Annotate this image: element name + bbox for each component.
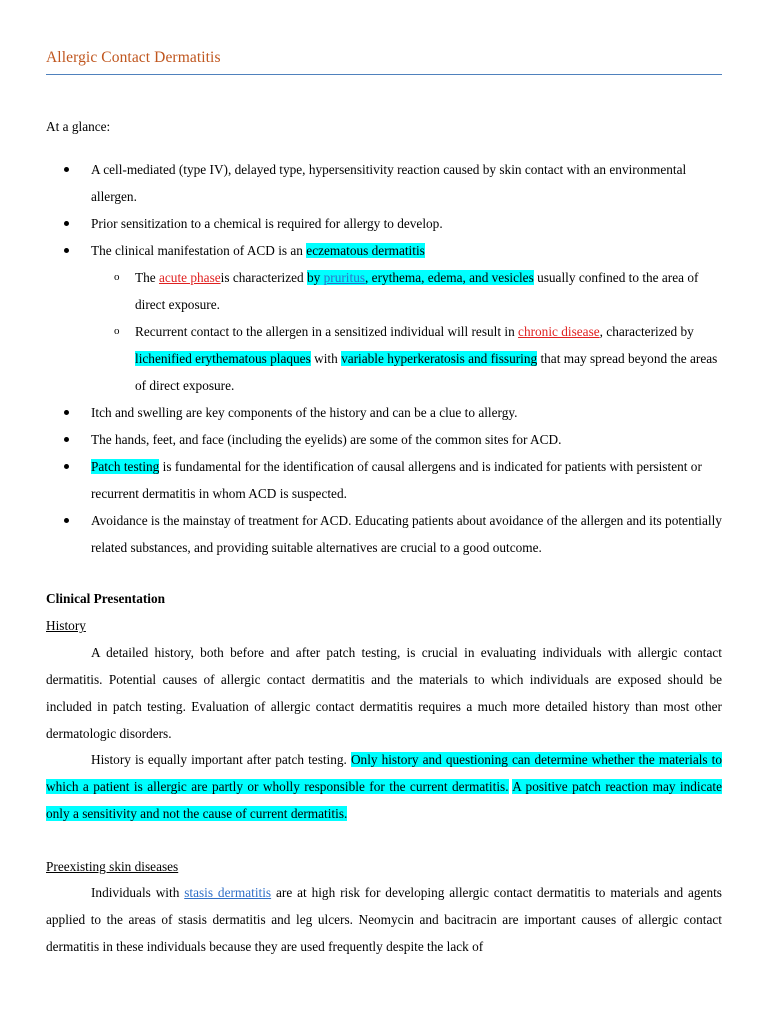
- bullet-text: is characterized: [220, 270, 308, 285]
- bullet-dot-icon: [64, 464, 69, 469]
- title-underline: [46, 74, 722, 75]
- bullet-text: Avoidance is the mainstay of treatment for ACD. Educating patients about avoidance of the allergen and its potentially related substances, and providing suitable alternatives are crucial to a good outcome.: [91, 513, 722, 555]
- bullet-dot-icon: [64, 221, 69, 226]
- bullet-text: is fundamental for the identification of causal allergens and is indicated for patients with persistent or recurrent dermatitis in whom ACD is suspected.: [91, 459, 702, 501]
- bullet-dot-icon: [64, 518, 69, 523]
- paragraph-text: A detailed history, both before and after patch testing, is crucial in evaluating individuals with allergic contact dermatitis. Potential causes of allergic contact dermatitis and the materials to which individuals are exposed should be included in patch testing. Evaluation of allergic contact dermatitis requires a much more detailed history than most other dermatologic disorders.: [46, 645, 722, 741]
- history-heading: History: [46, 618, 86, 633]
- bullet-item: [91, 399, 723, 426]
- highlighted-text: lichenified erythematous plaques: [135, 351, 311, 366]
- bullet-text: The clinical manifestation of ACD is an: [91, 243, 307, 258]
- bullet-text: Prior sensitization to a chemical is required for allergy to develop.: [91, 216, 443, 231]
- bullet-item: [91, 453, 723, 507]
- history-paragraph: [46, 746, 722, 827]
- bullet-dot-icon: [64, 248, 69, 253]
- bullet-text: Recurrent contact to the allergen in a sensitized individual will result in: [135, 324, 519, 339]
- highlighted-text: by: [307, 270, 324, 285]
- bullet-item: [91, 210, 723, 237]
- history-paragraph: [46, 639, 722, 747]
- bullet-dot-icon: [64, 167, 69, 172]
- acute-phase-link[interactable]: acute phase: [159, 270, 221, 285]
- highlighted-text: variable hyperkeratosis and fissuring: [341, 351, 538, 366]
- bullet-dot-icon: [64, 437, 69, 442]
- bullet-text: with: [310, 351, 342, 366]
- highlighted-text: Only history and questioning can determine whether the materials to which a patient is allergic are partly or wholly responsible for the current dermatitis.: [46, 752, 722, 794]
- bullet-text: usually confined to the area of direct exposure.: [135, 270, 699, 312]
- bullet-dot-icon: [64, 410, 69, 415]
- pruritus-link[interactable]: pruritus: [323, 270, 366, 285]
- preexisting-paragraph: [46, 879, 722, 960]
- document-title: Allergic Contact Dermatitis: [46, 49, 221, 66]
- bullet-item: [91, 156, 723, 210]
- circle-bullet-icon: o: [114, 271, 120, 283]
- summary-bullet-list: [91, 156, 723, 561]
- highlighted-text: , erythema, edema, and vesicles: [365, 270, 534, 285]
- sub-bullet-item: [114, 318, 723, 399]
- paragraph-text: are at high risk for developing allergic contact dermatitis to materials and agents applied to the areas of stasis dermatitis and leg ulcers. Neomycin and bacitracin are important causes of allergic contact dermatitis in these individuals because they are used frequently despite the lack of: [46, 885, 722, 954]
- bullet-text: The: [135, 270, 159, 285]
- preexisting-skin-diseases-heading: Preexisting skin diseases: [46, 859, 179, 874]
- paragraph-text: Individuals with: [91, 885, 185, 900]
- stasis-dermatitis-link[interactable]: stasis dermatitis: [184, 885, 272, 900]
- bullet-text: Itch and swelling are key components of the history and can be a clue to allergy.: [91, 405, 518, 420]
- bullet-item: [91, 507, 723, 561]
- bullet-text: that may spread beyond the areas of direct exposure.: [135, 351, 718, 393]
- bullet-item: [91, 426, 723, 453]
- chronic-disease-link[interactable]: chronic disease: [518, 324, 600, 339]
- bullet-text: , characterized by: [599, 324, 694, 339]
- highlighted-text: Patch testing: [91, 459, 160, 474]
- bullet-text: The hands, feet, and face (including the eyelids) are some of the common sites for ACD.: [91, 432, 562, 447]
- paragraph-text: History is equally important after patch testing.: [91, 752, 351, 767]
- sub-bullet-item: [114, 264, 723, 318]
- circle-bullet-icon: o: [114, 325, 120, 337]
- at-a-glance-label: At a glance:: [46, 119, 111, 134]
- bullet-text: A cell-mediated (type IV), delayed type, hypersensitivity reaction caused by skin contact with an environmental allergen.: [91, 162, 687, 204]
- bullet-item: [91, 237, 723, 264]
- highlighted-text: eczematous dermatitis: [306, 243, 425, 258]
- highlighted-text: A positive patch reaction may indicate only a sensitivity and not the cause of current dermatitis.: [46, 779, 723, 821]
- clinical-presentation-heading: Clinical Presentation: [46, 591, 166, 606]
